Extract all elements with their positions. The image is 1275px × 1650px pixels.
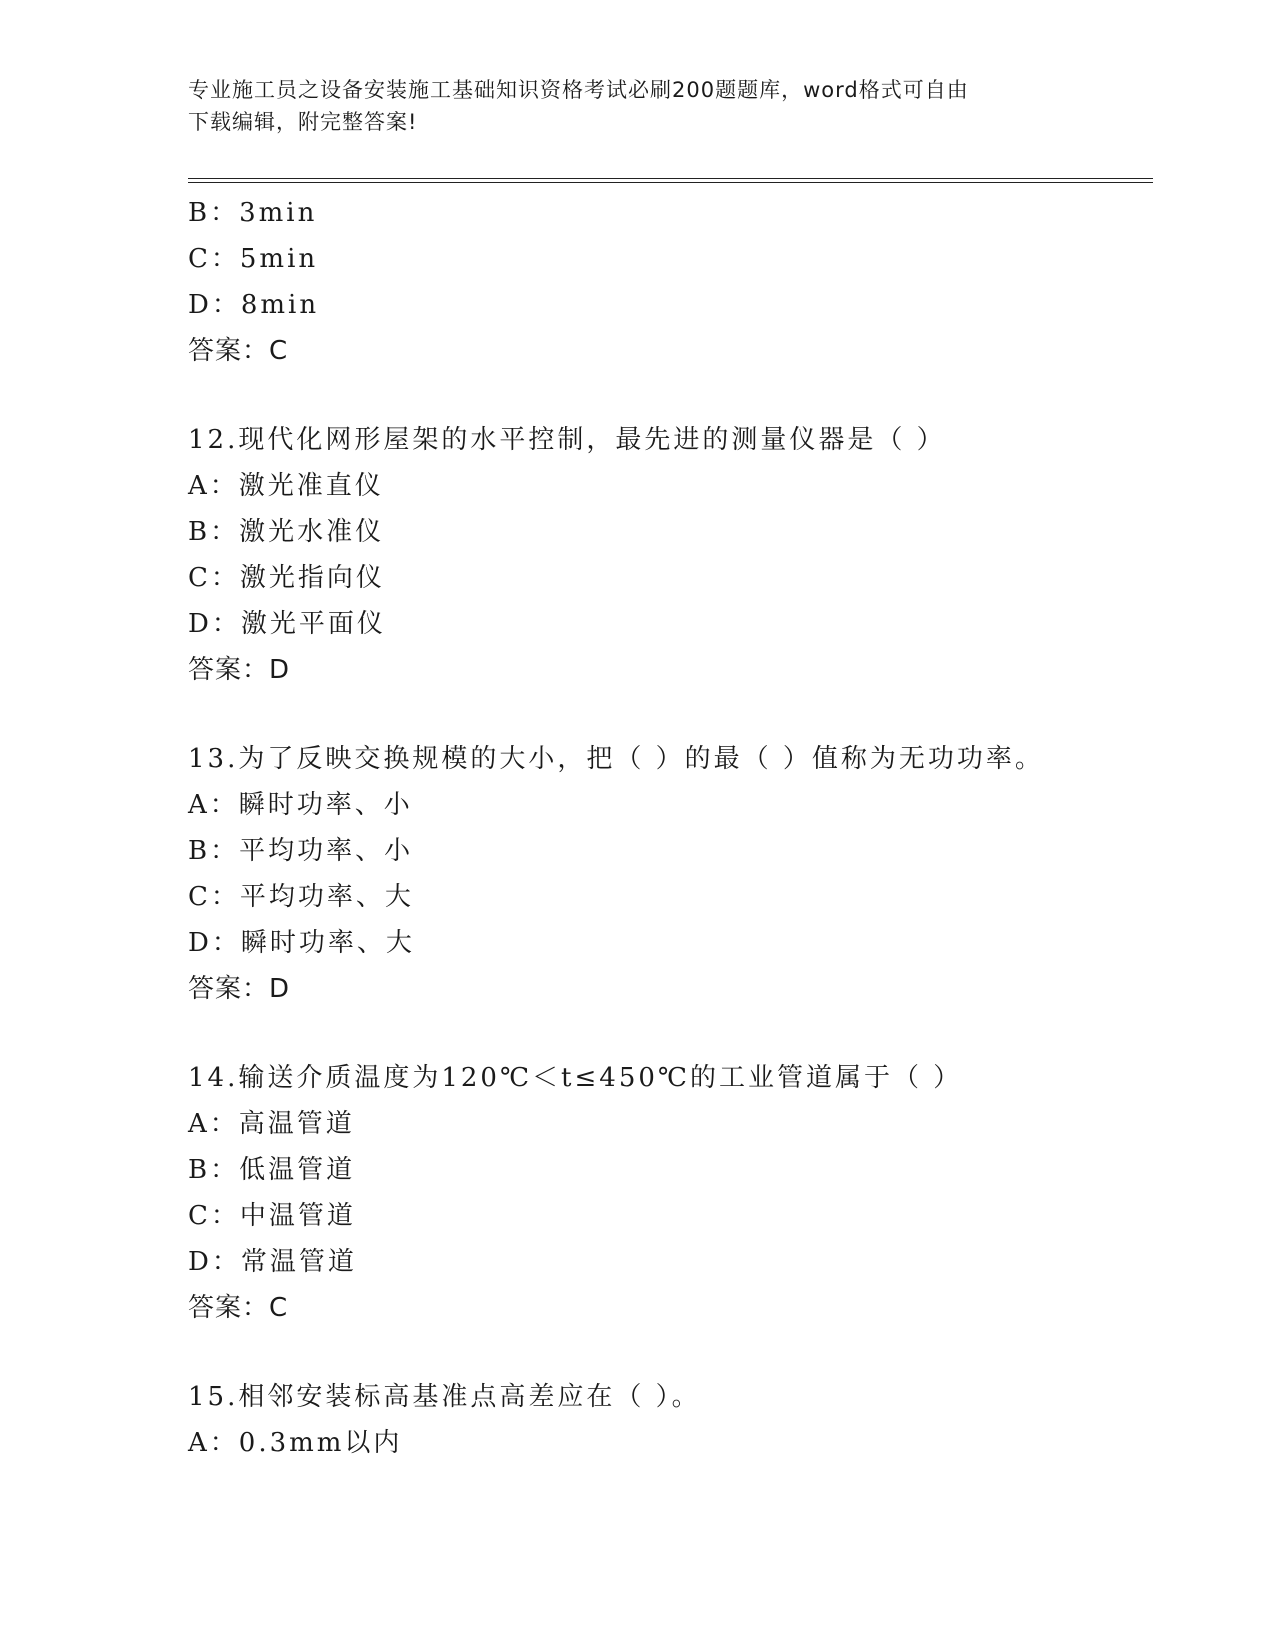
answer-line: 答案：C [188,1293,289,1323]
question-text: 12.现代化网形屋架的水平控制，最先进的测量仪器是（ ） [188,425,946,455]
header-divider [188,178,1153,183]
question-12 [188,417,1148,693]
option-d: D：常温管道 [188,1247,357,1277]
option-b: B：低温管道 [188,1155,356,1185]
answer-line: 答案：D [188,655,291,685]
option-a: A：0.3mm以内 [188,1428,403,1458]
option-a: A：高温管道 [188,1109,355,1139]
option-d: D：8min [188,290,320,320]
question-text: 14.输送介质温度为120℃＜t≤450℃的工业管道属于（ ） [188,1063,963,1093]
document-header [188,74,1068,138]
option-c: C：激光指向仪 [188,563,385,593]
question-list [188,190,1148,1466]
header-line-2: 下载编辑，附完整答案! [188,110,418,134]
option-d: D：瞬时功率、大 [188,928,415,958]
question-15 [188,1374,1148,1466]
question-text: 13.为了反映交换规模的大小，把（ ）的最（ ）值称为无功功率。 [188,744,1044,774]
option-b: B：平均功率、小 [188,836,414,866]
option-c: C：平均功率、大 [188,882,414,912]
header-line-1: 专业施工员之设备安装施工基础知识资格考试必刷200题题库，word格式可自由 [188,78,969,102]
question-11-partial [188,190,1148,374]
question-13 [188,736,1148,1012]
option-b: B：3min [188,198,318,228]
option-d: D：激光平面仪 [188,609,386,639]
answer-line: 答案：C [188,336,289,366]
option-b: B：激光水准仪 [188,517,385,547]
option-a: A：瞬时功率、小 [188,790,413,820]
answer-line: 答案：D [188,974,291,1004]
option-c: C：中温管道 [188,1201,356,1231]
question-text: 15.相邻安装标高基准点高差应在（ ）。 [188,1382,701,1412]
option-c: C：5min [188,244,319,274]
question-14 [188,1055,1148,1331]
option-a: A：激光准直仪 [188,471,384,501]
